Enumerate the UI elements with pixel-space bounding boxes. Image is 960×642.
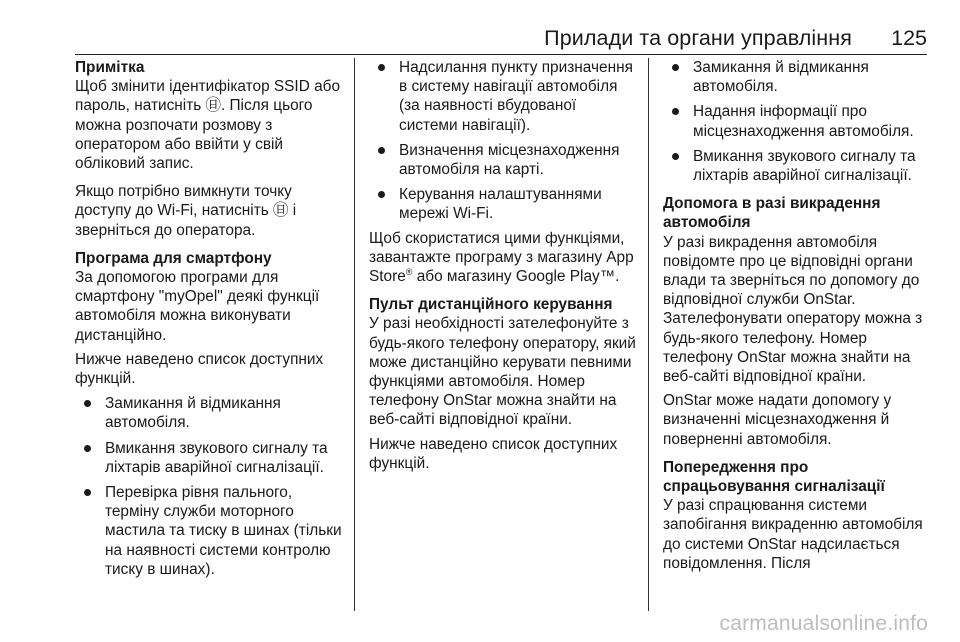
registered-mark: ® <box>405 266 413 277</box>
list-item: Вмикання звукового сигналу та ліхтарів аварійної сигналізації. <box>663 147 933 185</box>
column-2 <box>369 58 639 612</box>
bullet-icon <box>672 108 679 115</box>
list-item: Надання інформації про місцезнаходження автомобіля. <box>663 102 933 140</box>
download-paragraph: Щоб скористатися цими функціями, завантажте програму з магазину App Store® або магазину Google Play™. <box>369 229 634 286</box>
column-3 <box>663 58 933 612</box>
bullet-icon <box>378 147 385 154</box>
remote-paragraph: У разі необхідності зателефонуйте з будь-якого телефону оператору, який може дистанційно керувати певними функціями автомобіля. Номер телефону OnStar можна знайти на веб-сайті відповідної країни. <box>369 315 636 429</box>
list-intro: Нижче наведено список доступних функцій. <box>369 435 618 472</box>
list-item: Вмикання звукового сигналу та ліхтарів аварійної сигналізації. <box>75 439 345 477</box>
column-divider-1 <box>354 58 355 611</box>
bullet-icon <box>672 64 679 71</box>
bullet-icon <box>378 64 385 71</box>
list-intro: Нижче наведено список доступних функцій. <box>75 350 324 388</box>
alarm-paragraph: У разі спрацювання системи запобігання викраденню автомобіля до системи OnStar надсилається повідомлення. Після <box>663 497 923 572</box>
list-item: Замикання й відмикання автомобіля. <box>663 58 933 96</box>
function-list <box>369 58 639 224</box>
function-list <box>75 394 345 579</box>
bullet-icon <box>84 445 91 452</box>
app-paragraph: За допомогою програми для смартфону "myOpel" деякі функції автомобіля можна виконувати дистанційно. <box>75 269 320 344</box>
bullet-icon <box>378 191 385 198</box>
theft-paragraph-2: OnStar може надати допомогу у визначенні місцезнаходження й поверненні автомобіля. <box>663 392 892 448</box>
note-heading: Примітка <box>75 59 145 76</box>
watermark: carmanualsonline.info <box>719 612 928 635</box>
function-list <box>663 58 933 185</box>
page-title: Прилади та органи управління <box>544 26 852 50</box>
bullet-icon <box>84 400 91 407</box>
bullet-icon <box>672 153 679 160</box>
list-item: Визначення місцезнаходження автомобіля на карті. <box>369 141 639 179</box>
list-item: Керування налаштуваннями мережі Wi-Fi. <box>369 185 639 223</box>
page-header <box>0 0 960 56</box>
theft-heading: Допомога в разі викрадення автомобіля <box>663 195 881 232</box>
header-divider <box>75 54 927 55</box>
list-item: Перевірка рівня пального, терміну служби моторного мастила та тиску в шинах (тільки на наявності системи контролю тиску в шинах). <box>75 483 345 579</box>
list-item: Надсилання пункту призначення в систему навігації автомобіля (за наявності вбудованої системи навігації). <box>369 58 639 135</box>
column-1 <box>75 58 345 612</box>
alarm-heading: Попередження про спрацьовування сигналізації <box>663 458 885 496</box>
remote-heading: Пульт дистанційного керування <box>369 296 613 314</box>
page-number: 125 <box>891 26 927 50</box>
note-text: Щоб змінити ідентифікатор SSID або пароль, натисніть ㊐. Після цього можна розпочати розмову з оператором або ввійти у свій обліковий запис. <box>75 78 341 173</box>
app-heading: Програма для смартфону <box>75 249 272 267</box>
wifi-paragraph: Якщо потрібно вимкнути точку доступу до Wi-Fi, натисніть ㊐ і звернiться до оператора. <box>75 183 297 239</box>
bullet-icon <box>84 489 91 496</box>
theft-paragraph: У разі викрадення автомобіля повідомте про це відповідні органи влади та зверніться по допомогу до відповідної служби OnStar. Зателефонувати оператору можна з будь-якого телефону. Номер телефону OnStar можна знайти на веб-сайті відповідної країни. <box>663 233 923 386</box>
column-divider-2 <box>648 58 649 611</box>
list-item: Замикання й відмикання автомобіля. <box>75 394 345 432</box>
